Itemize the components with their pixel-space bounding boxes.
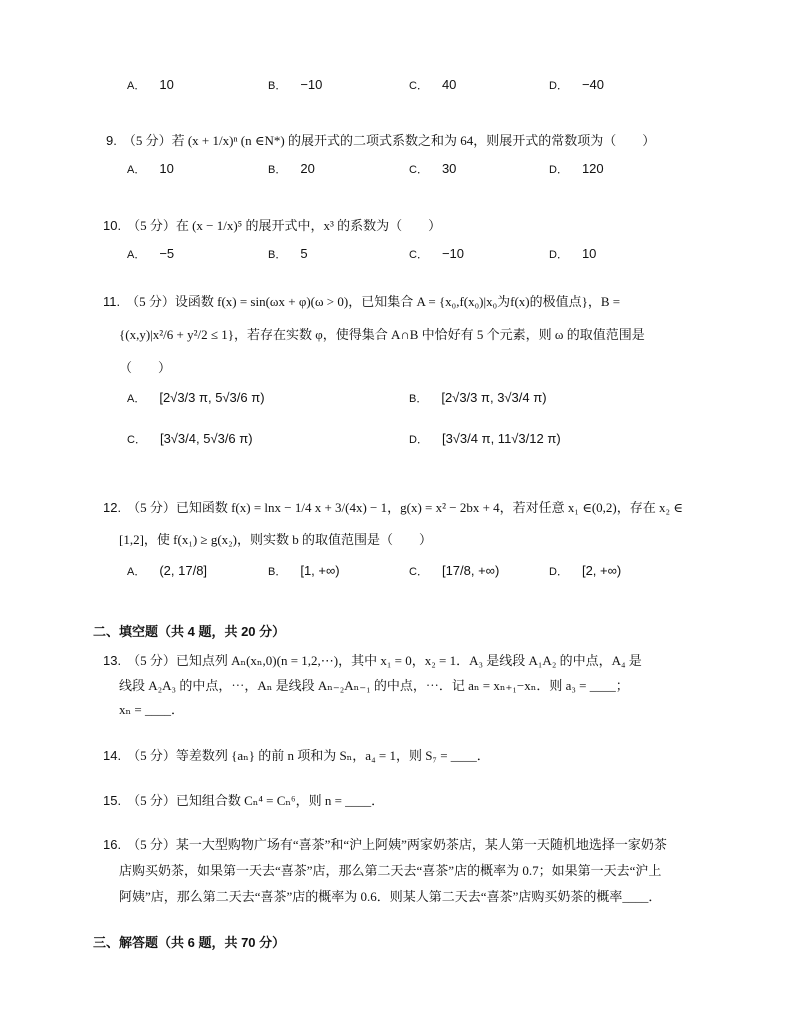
question-number: 10. [103,218,122,233]
q12-option-d: D． [2, +∞) [549,563,622,578]
q10-option-b: B． 5 [268,246,308,261]
question-number: 16. [103,837,122,852]
section-heading-fill-in: 二、填空题（共 4 题，共 20 分） [93,624,286,639]
q12-option-b: B． [1, +∞) [268,563,340,578]
question-text-line1: （5 分）设函数 f(x) = sin(ωx + φ)(ω > 0)，已知集合 A = {x₀,f(x₀)|x₀为f(x)的极值点}，B = [126,294,621,309]
q9-option-b: B． 20 [268,161,315,176]
question-text-line2: [1,2]，使 f(x₁) ≥ g(x₂)，则实数 b 的取值范围是（ ） [119,532,433,547]
q9-option-d: D． 120 [549,161,604,176]
q9-option-c: C． 30 [409,161,457,176]
question-text-line1: （5 分）已知函数 f(x) = lnx − 1/4 x + 3/(4x) − 1，g(x) = x² − 2bx + 4，若对任意 x₁ ∈(0,2)，存在 x₂ ∈ [127,500,683,515]
q10-option-c: C． −10 [409,246,465,261]
question-text-line2: 店购买奶茶，如果第一天去“喜茶”店，那么第二天去“喜茶”店的概率为 0.7；如果第一天去“沪上 [119,863,662,878]
q8-option-c: C． 40 [409,77,457,92]
question-number: 13. [103,653,122,668]
question-number: 15. [103,793,122,808]
question-text-line2: {(x,y)|x²/6 + y²/2 ≤ 1}，若存在实数 φ，使得集合 A∩B 中恰好有 5 个元素，则 ω 的取值范围是 [119,327,645,342]
question-number: 12. [103,500,122,515]
q11-option-b: B． [2√3/3 π, 3√3/4 π) [409,390,547,405]
q12-option-c: C． [17/8, +∞) [409,563,500,578]
question-text-line3: （ ） [119,360,172,375]
question-text: （5 分）等差数列 {aₙ} 的前 n 项和为 Sₙ，a₄ = 1，则 S₇ = ____． [127,748,490,763]
q9-option-a: A． 10 [127,161,174,176]
section-heading-solutions: 三、解答题（共 6 题，共 70 分） [93,935,286,950]
q11-option-c: C． [3√3/4, 5√3/6 π) [127,431,253,446]
question-number: 14. [103,748,122,763]
question-text-line3: xₙ = ____． [119,702,184,717]
question-text-line1: （5 分）某一大型购物广场有“喜茶”和“沪上阿姨”两家奶茶店，某人第一天随机地选择一家奶茶 [127,837,667,852]
question-number: 11. [103,294,121,309]
question-text-line3: 阿姨”店，那么第二天去“喜茶”店的概率为 0.6．则某人第二天去“喜茶”店购买奶茶的概率____． [119,889,662,904]
question-text-line1: （5 分）已知点列 Aₙ(xₙ,0)(n = 1,2,⋯)，其中 x₁ = 0，x₂ = 1．A₃ 是线段 A₁A₂ 的中点，A₄ 是 [127,653,642,668]
q8-option-d: D． −40 [549,77,605,92]
q8-option-b: B． −10 [268,77,323,92]
q12-option-a: A． (2, 17/8] [127,563,208,578]
q10-option-a: A． −5 [127,246,175,261]
q8-option-a: A． 10 [127,77,174,92]
question-text: （5 分）已知组合数 Cₙ⁴ = Cₙ⁶，则 n = ____． [127,793,385,808]
question-number: 9. [106,133,117,148]
question-text: （5 分）在 (x − 1/x)⁵ 的展开式中，x³ 的系数为（ ） [127,218,442,233]
q11-option-a: A． [2√3/3 π, 5√3/6 π) [127,390,265,405]
q10-option-d: D． 10 [549,246,597,261]
q11-option-d: D． [3√3/4 π, 11√3/12 π) [409,431,561,446]
question-text: （5 分）若 (x + 1/x)ⁿ (n ∈N*) 的展开式的二项式系数之和为 64，则展开式的常数项为（ ） [122,133,656,148]
question-text-line2: 线段 A₂A₃ 的中点，⋯，Aₙ 是线段 Aₙ₋₂Aₙ₋₁ 的中点，⋯．记 aₙ = xₙ₊₁−xₙ．则 a₃ = ____； [119,678,629,693]
